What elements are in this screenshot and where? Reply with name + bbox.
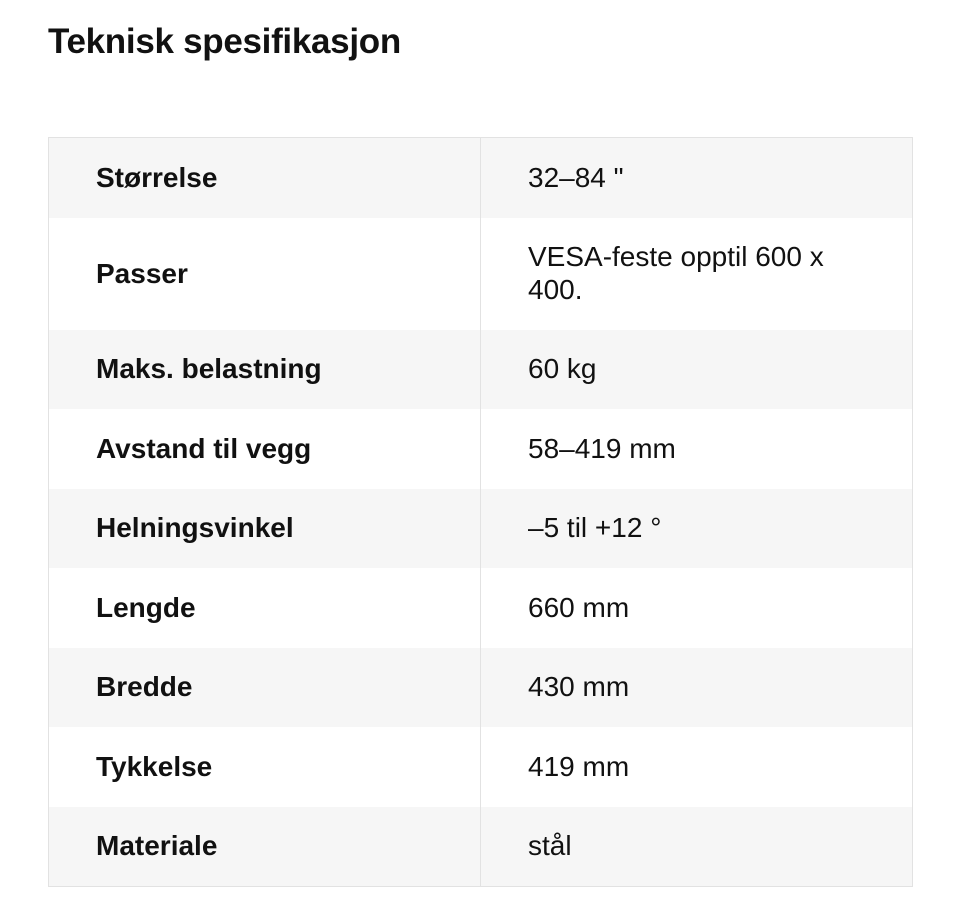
spec-value: 32–84 " (528, 161, 624, 193)
spec-row-material (49, 807, 912, 887)
spec-value: 430 mm (528, 671, 630, 703)
spec-value: stål (528, 830, 572, 862)
spec-label: Avstand til vegg (49, 409, 481, 489)
spec-label: Tykkelse (49, 727, 481, 807)
spec-row-tilt-angle (49, 489, 912, 569)
spec-label: Helningsvinkel (49, 489, 481, 569)
spec-row-size (49, 138, 912, 218)
spec-label: Størrelse (49, 138, 481, 218)
spec-value: 60 kg (528, 353, 597, 385)
spec-row-max-load (49, 330, 912, 410)
spec-row-thickness (49, 727, 912, 807)
spec-table (48, 137, 913, 887)
spec-value: 58–419 mm (528, 432, 676, 464)
spec-value: –5 til +12 ° (528, 512, 662, 544)
spec-row-length (49, 568, 912, 648)
spec-label: Materiale (49, 807, 481, 887)
spec-row-fits (49, 218, 912, 330)
spec-label: Lengde (49, 568, 481, 648)
spec-value: 419 mm (528, 750, 630, 782)
spec-label: Passer (49, 218, 481, 330)
spec-label: Maks. belastning (49, 330, 481, 410)
spec-value: VESA-feste opptil 600 x 400. (528, 241, 824, 305)
page-title: Teknisk spesifikasjon (48, 22, 401, 61)
spec-label: Bredde (49, 648, 481, 728)
spec-row-wall-distance (49, 409, 912, 489)
spec-row-width (49, 648, 912, 728)
spec-value: 660 mm (528, 591, 630, 623)
